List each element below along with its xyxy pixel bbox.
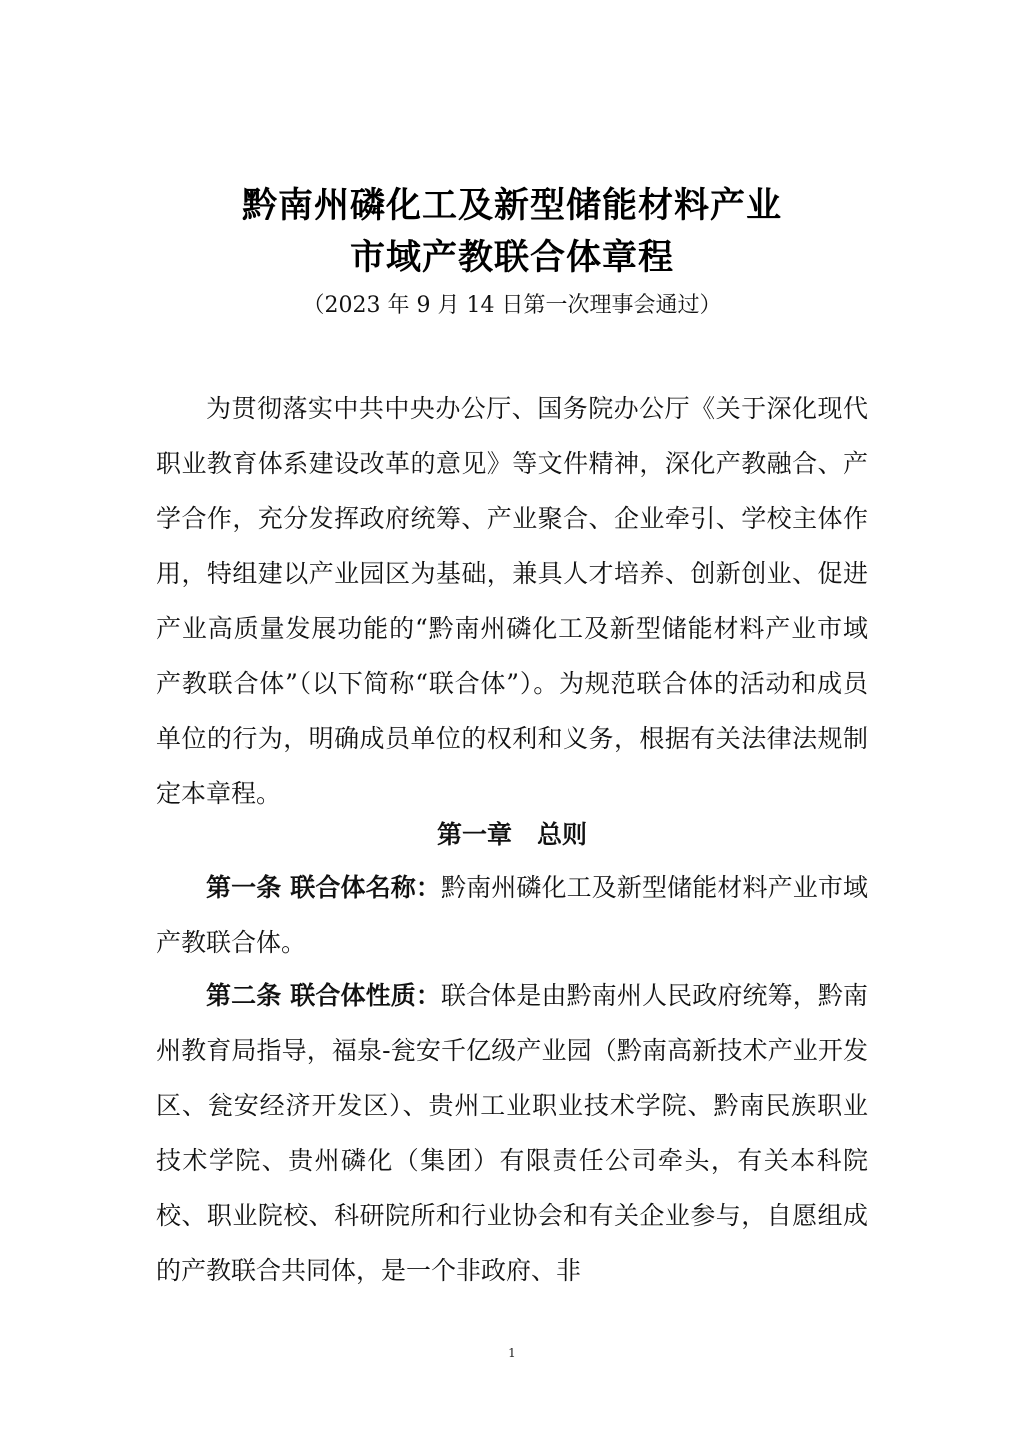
chapter-heading: 第一章 总则 — [436, 820, 587, 849]
document-subtitle: （2023 年 9 月 14 日第一次理事会通过） — [302, 293, 722, 318]
intro-paragraph: 为贯彻落实中共中央办公厅、国务院办公厅《关于深化现代职业教育体系建设改革的意见》等文件精神，深化产教融合、产学合作，充分发挥政府统筹、产业聚合、企业牵引、学校主体作用，特组建以产业园区为基础，兼具人才培养、创新创业、促进产业高质量发展功能的“黔南州磷化工及新型储能材料产业市域产教联合体”（以下简称“联合体”）。为规范联合体的活动和成员单位的行为，明确成员单位的权利和义务，根据有关法律法规制定本章程。 — [156, 394, 868, 808]
article-2-text: 联合体是由黔南州人民政府统筹，黔南州教育局指导，福泉-瓮安千亿级产业园（黔南高新技术产业开发区、瓮安经济开发区）、贵州工业职业技术学院、黔南民族职业技术学院、贵州磷化（集团）有限责任公司牵头，有关本科院校、职业院校、科研院所和行业协会和有关企业参与，自愿组成的产教联合共同体，是一个非政府、非 — [156, 981, 868, 1285]
article-1-text: 黔南州磷化工及新型储能材料产业市域产教联合体。 — [156, 873, 868, 957]
page-number: 1 — [508, 1346, 516, 1360]
article-1-label: 第一条 联合体名称： — [206, 873, 441, 902]
article-2-paragraph — [156, 968, 868, 1298]
document-title-line-1: 黔南州磷化工及新型储能材料产业 — [241, 186, 782, 226]
article-2-label: 第二条 联合体性质： — [206, 981, 441, 1010]
document-title-line-2: 市域产教联合体章程 — [349, 238, 674, 278]
article-1-paragraph — [156, 860, 868, 970]
